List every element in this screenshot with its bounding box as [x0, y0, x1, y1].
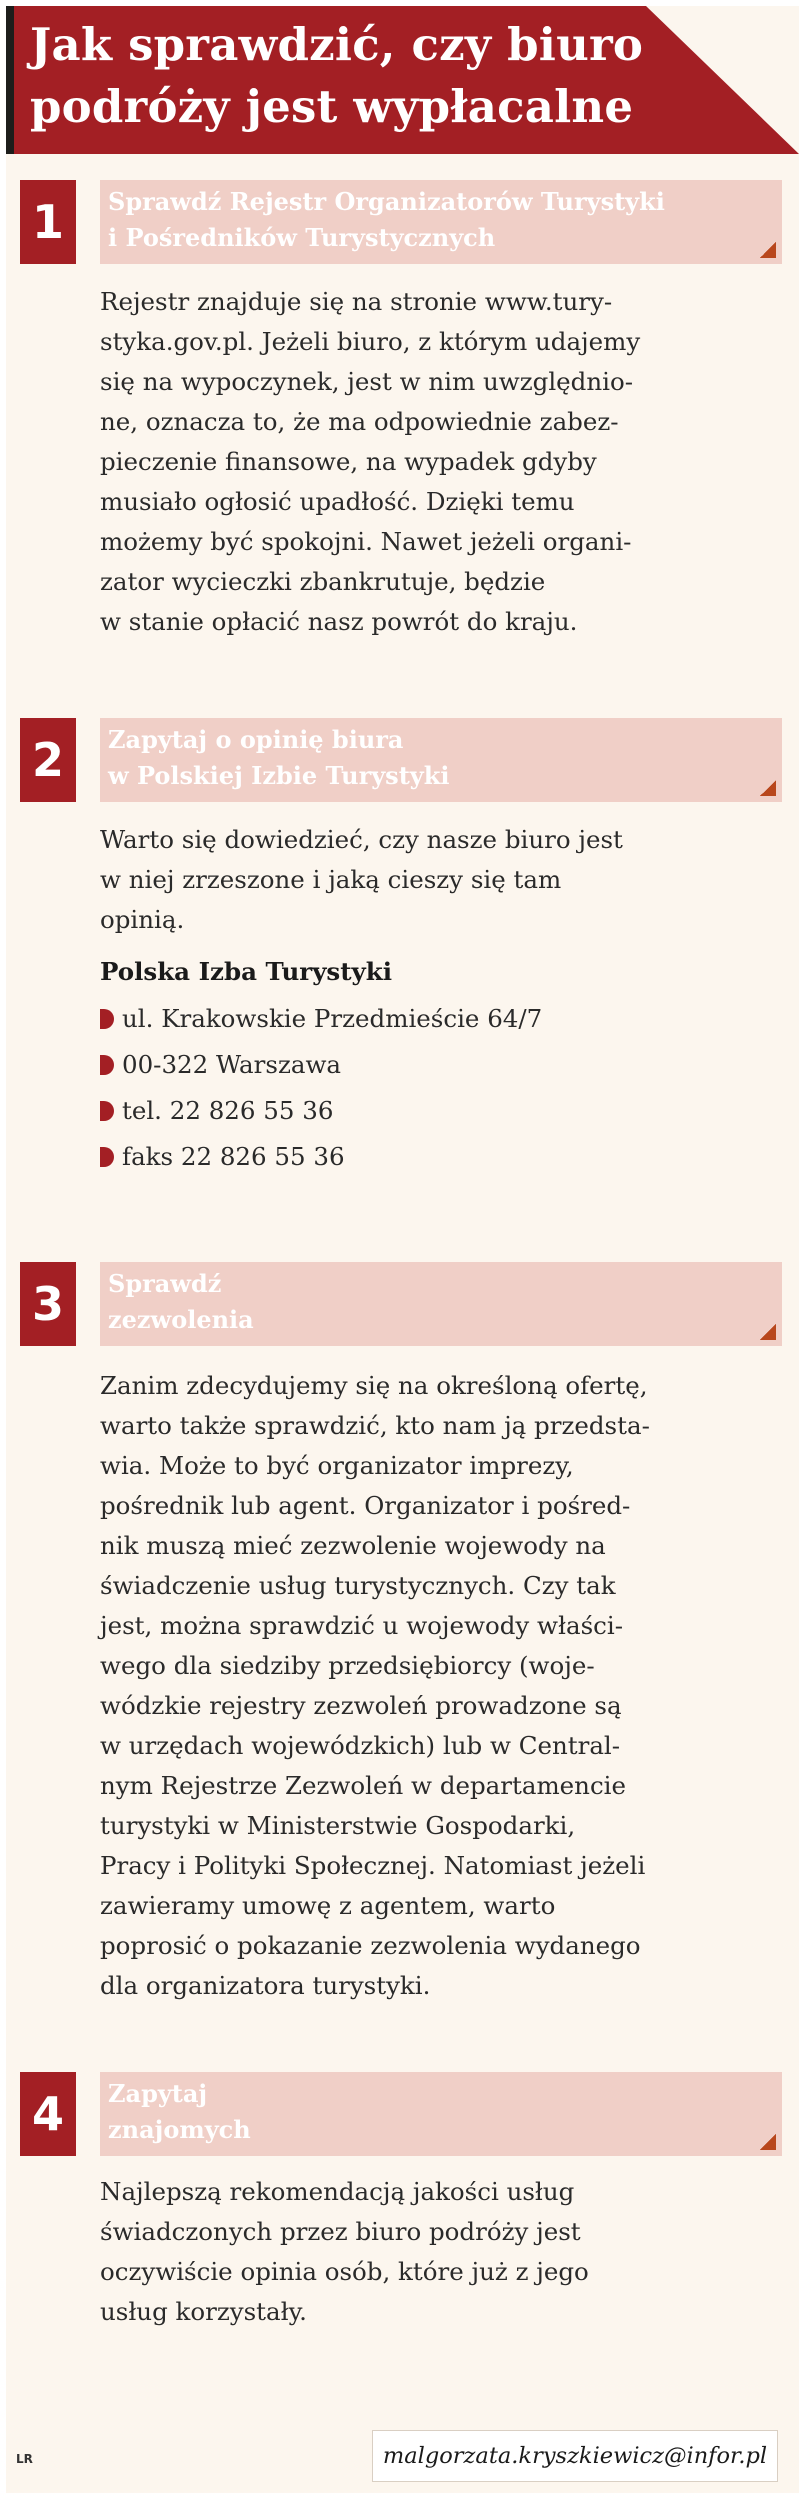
step-3-number: 3 [20, 1262, 76, 1346]
address-line [100, 1134, 542, 1180]
title-accent-stripe [6, 6, 14, 154]
author-email: malgorzata.kryszkiewicz@infor.pl [382, 2443, 768, 2469]
step-4-number: 4 [20, 2072, 76, 2156]
step-1-heading-band [100, 180, 782, 264]
step-1-body: Rejestr znajduje się na stronie www.tury- styka.gov.pl. Jeżeli biuro, z którym udajemy się na wypoczynek, jest w nim uwzględnio- ne, oznacza to, że ma odpowiednie zabez- pieczenie finansowe, na wypadek gdyby musiało ogłosić upadłość. Dzięki temu możemy być spokojni. Nawet jeżeli organi- zator wycieczki zbankrutuje, będzie w stanie opłacić nasz powrót do kraju. [100, 287, 641, 636]
step-3-heading: Sprawdź zezwolenia [108, 1269, 254, 1334]
page-title: Jak sprawdzić, czy biuro podróży jest wypłacalne [30, 18, 644, 133]
address-line [100, 1088, 542, 1134]
step-2-heading: Zapytaj o opinię biura w Polskiej Izbie Turystyki [108, 725, 450, 790]
step-2-heading-band [100, 718, 782, 802]
corner-fold-icon [760, 1324, 776, 1340]
address-phone: tel. 22 826 55 36 [122, 1096, 334, 1125]
step-4-heading: Zapytaj znajomych [108, 2079, 251, 2144]
author-email-box [372, 2430, 778, 2482]
organization-address [100, 996, 542, 1180]
corner-fold-icon [760, 780, 776, 796]
bullet-icon [100, 1009, 114, 1029]
step-2-number: 2 [20, 718, 76, 802]
address-line [100, 996, 542, 1042]
step-3-heading-band [100, 1262, 782, 1346]
address-street: ul. Krakowskie Przedmieście 64/7 [122, 1004, 543, 1033]
organization-name: Polska Izba Turystyki [100, 957, 393, 986]
step-4-heading-band [100, 2072, 782, 2156]
address-fax: faks 22 826 55 36 [122, 1142, 345, 1171]
bullet-icon [100, 1147, 114, 1167]
step-2-body: Warto się dowiedzieć, czy nasze biuro jest w niej zrzeszone i jaką cieszy się tam opinią. [100, 825, 623, 934]
bullet-icon [100, 1055, 114, 1075]
step-1-heading: Sprawdź Rejestr Organizatorów Turystyki i Pośredników Turystycznych [108, 187, 665, 252]
step-3-body: Zanim zdecydujemy się na określoną ofertę, warto także sprawdzić, kto nam ją przedsta- wia. Może to być organizator imprezy, pośrednik lub agent. Organizator i pośred- nik muszą mieć zezwolenie wojewody na świadczenie usług turystycznych. Czy tak jest, można sprawdzić u wojewody właści- wego dla siedziby przedsiębiorcy (woje- wódzkie rejestry zezwoleń prowadzone są w urzędach wojewódzkich) lub w Central- nym Rejestrze Zezwoleń w departamencie turystyki w Ministerstwie Gospodarki, Pracy i Polityki Społecznej. Natomiast jeżeli zawieramy umowę z agentem, warto poprosić o pokazanie zezwolenia wydanego dla organizatora turystyki. [100, 1371, 650, 2000]
step-4-body: Najlepszą rekomendacją jakości usług świadczonych przez biuro podróży jest oczywiście opinia osób, które już z jego usług korzystały. [100, 2177, 589, 2326]
address-postal: 00-322 Warszawa [122, 1050, 342, 1079]
author-initials: LR [16, 2452, 33, 2466]
address-line [100, 1042, 542, 1088]
bullet-icon [100, 1101, 114, 1121]
corner-fold-icon [760, 242, 776, 258]
corner-fold-icon [760, 2134, 776, 2150]
infographic [6, 6, 799, 2493]
step-1-number: 1 [20, 180, 76, 264]
